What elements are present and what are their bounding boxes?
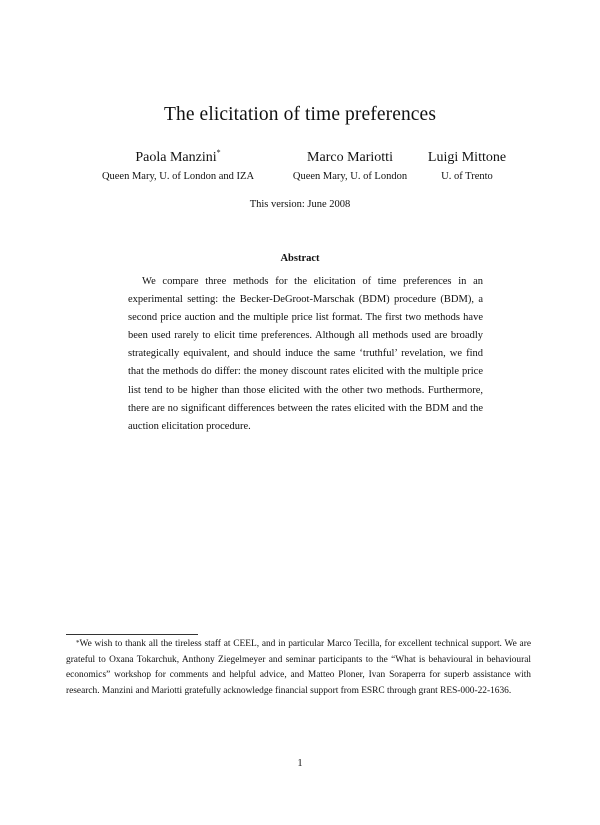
footnote-text: We wish to thank all the tireless staff at CEEL, and in particular Marco Tecilla, for excellent technical support. We are grateful to Oxana Tokarchuk, Anthony Ziegelmeyer and seminar participants to the “What is behavioural in behavioural economics” workshop for comments and helpful advice, and Matteo Ploner, Ivan Soraperra for superb assistance with research. Manzini and Mariotti gratefully acknowledge financial support from ESRC through grant RES-000-22-1636. [66, 639, 531, 696]
author-affiliation: Queen Mary, U. of London [292, 171, 408, 182]
author-name: Paola Manzini* [135, 148, 221, 165]
author-affiliation: Queen Mary, U. of London and IZA [101, 171, 255, 182]
footnote-mark: * [216, 148, 221, 157]
author-name: Luigi Mittone [427, 150, 507, 165]
author-affiliation: U. of Trento [441, 171, 493, 182]
footnote-mark: * [76, 639, 80, 647]
abstract-text: We compare three methods for the elicitation of time preferences in an experimental setting: the Becker-DeGroot-Marschak (BDM) procedure (BDM), a second price auction and the multiple price list format. The first two methods have been used rarely to elicit time preferences. Although all methods used are broadly strategically equivalent, and should induce the same ‘truthful’ revelation, we find that the methods do differ: the money discount rates elicited with the multiple price list tend to be higher than those elicited with the other two methods. Furthermore, there are no significant differences between the rates elicited with the BDM and the auction elicitation procedure. [128, 276, 483, 432]
author-block [288, 150, 412, 182]
author-name: Marco Mariotti [307, 150, 393, 165]
author-block [412, 150, 522, 182]
footnote-divider [66, 634, 198, 635]
page-number: 1 [297, 758, 303, 769]
author-block [72, 150, 284, 182]
abstract-heading: Abstract [280, 253, 320, 264]
paper-title: The elicitation of time preferences [163, 104, 437, 125]
version-date: This version: June 2008 [249, 199, 351, 210]
footnote [66, 637, 531, 699]
